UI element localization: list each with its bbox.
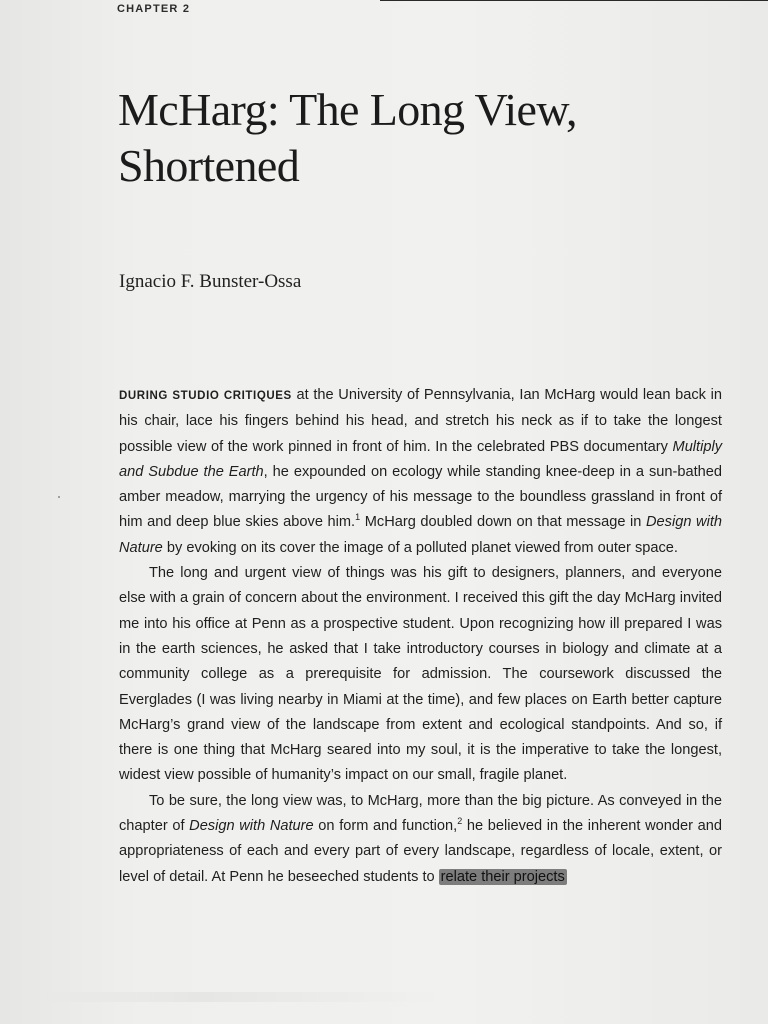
chapter-label: CHAPTER 2	[117, 3, 191, 15]
paragraph-3	[119, 789, 722, 890]
paragraph-1-text-c: McHarg doubled down on that message in	[360, 514, 647, 531]
lead-in-smallcaps: DURING STUDIO CRITIQUES	[119, 390, 292, 402]
footnote-ref-2: 2	[457, 816, 463, 827]
paragraph-3-text-c: he believed in the inherent wonder and appropriateness of each and every part of every landscape, regardless of locale, extent, or level of detail. At Penn he beseeched students to	[119, 818, 723, 885]
author-name: Ignacio F. Bunster-Ossa	[119, 271, 302, 292]
footnote-ref-1: 1	[355, 512, 361, 523]
header-rule	[380, 0, 768, 1]
documentary-title: Multiply and Subdue the Earth	[119, 438, 722, 480]
book-title-2: Design with Nature	[189, 818, 314, 835]
chapter-title	[118, 82, 718, 194]
paragraph-1-text-b: , he expounded on ecology while standing knee-deep in a sun-bathed amber meadow, marrying the urgency of his message to the boundless grassland in front of him and deep blue skies above him.	[119, 463, 723, 531]
body-text	[119, 383, 722, 890]
highlighted-phrase: relate their projects	[440, 868, 565, 885]
book-title: Design with Nature	[119, 514, 722, 556]
paragraph-1-text-a: at the University of Pennsylvania, Ian McHarg would lean back in his chair, lace his fingers behind his head, and stretch his neck as if to take the longest possible view of the work pinned in front of him. In the celebrated PBS documentary	[119, 387, 722, 455]
bleed-through-shadow	[40, 992, 440, 1002]
chapter-title-line-2: Shortened	[118, 140, 300, 191]
paragraph-1	[119, 383, 722, 561]
paper-speck	[58, 496, 60, 498]
chapter-title-line-1: McHarg: The Long View,	[118, 84, 577, 135]
paragraph-3-text-a: To be sure, the long view was, to McHarg, more than the big picture. As conveyed in the chapter of	[119, 792, 722, 835]
paragraph-3-text-b: on form and function,	[313, 818, 458, 835]
paragraph-1-text-d: by evoking on its cover the image of a polluted planet viewed from outer space.	[162, 539, 678, 556]
paragraph-2: The long and urgent view of things was his gift to designers, planners, and everyone else with a grain of concern about the environment. I received this gift the day McHarg invited me into his office at Penn as a prospective student. Upon recognizing how ill prepared I was in the earth sciences, he asked that I take introductory courses in biology and climate at a community college as a prerequisite for admission. The coursework discussed the Everglades (I was living nearby in Miami at the time), and few places on Earth better capture McHarg’s grand view of the landscape from extent and ecological standpoints. And so, if there is one thing that McHarg seared into my soul, it is the imperative to take the longest, widest view possible of humanity’s impact on our small, fragile planet.	[119, 565, 722, 784]
